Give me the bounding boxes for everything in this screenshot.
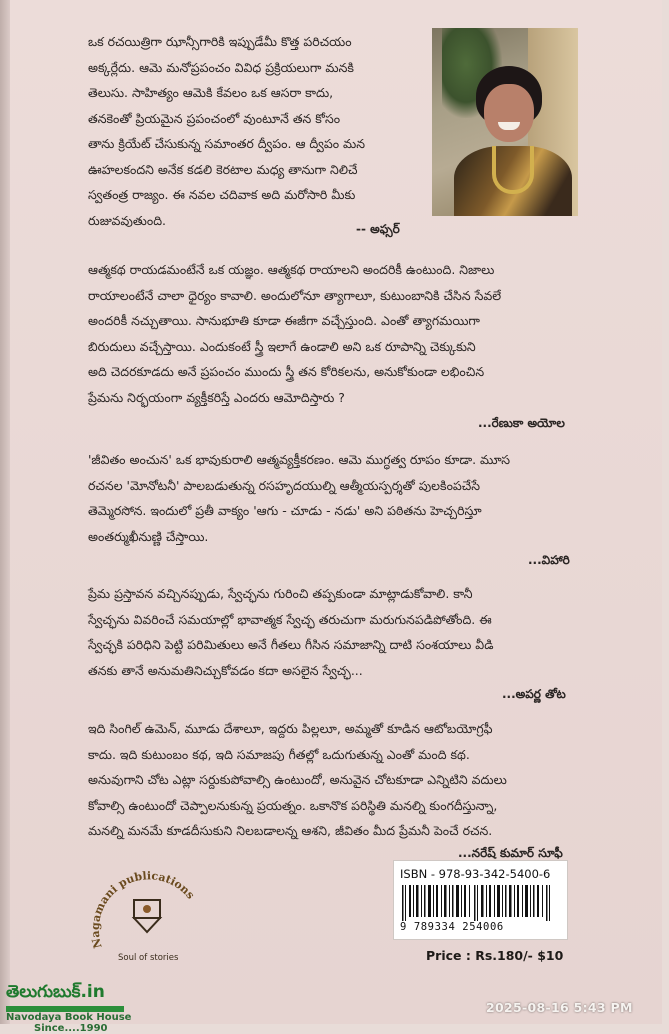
- blurb-3-line: తెమ్మెరసోన. ఇందులో ప్రతీ వాక్యం 'ఆగు - చూడు - నడు' అని పఠితను హెచ్చరిస్తూ: [88, 503, 482, 518]
- date-stamp: 2025-08-16 5:43 PM: [486, 1000, 633, 1015]
- publisher-tagline: Soul of stories: [118, 953, 179, 963]
- blurb-2-line: అందరికీ నచ్చుతాయి. సానుభూతి కూడా ఈజీగా వచ్చేస్తుంది. ఎంతో త్యాగమయిగా: [88, 313, 480, 328]
- store-subtitle: Navodaya Book House: [6, 1012, 132, 1023]
- blurb-1: [88, 29, 424, 233]
- blurb-2-author: ...రేణుకా అయోల: [478, 416, 565, 430]
- blurb-4-line: స్వేచ్ఛకి పరిధిని పెట్టి పరిమితులు అనే గీతలు గీసిన సమాజాన్ని దాటి సంశయాలు వీడి: [88, 637, 494, 652]
- blurb-4: [88, 581, 572, 683]
- store-since: Since....1990: [34, 1023, 108, 1034]
- store-watermark: [6, 982, 131, 1034]
- isbn-digits: 9 789334 254006: [400, 921, 504, 933]
- blurb-4-line: ప్రేమ ప్రస్తావన వచ్చినప్పుడు, స్వేచ్ఛను గురించి తప్పకుండా మాట్లాడుకోవాలి. కానీ: [88, 586, 473, 601]
- blurb-4-line: తనకు తానే అనుమతినిచ్చుకోవడం కదా అసలైన స్వేచ్ఛ...: [88, 662, 363, 678]
- blurb-3-author: ...విహారి: [528, 553, 570, 567]
- blurb-1-line: అక్కర్లేదు. ఆమె మనోప్రపంచం వివిధ ప్రక్రియలుగా మనకి: [88, 59, 354, 75]
- blurb-2-line: బిరుదులు వచ్చేస్తాయి. ఎందుకంటే స్త్రీ ఇలాగే ఉండాలి అని ఒక రూపాన్ని చెక్కుకుని: [88, 338, 476, 354]
- store-name: తెలుగుబుక్.in: [6, 982, 105, 1002]
- blurb-1-line: తనకెంతో ప్రియమైన ప్రపంచంలో వుంటూనే తన కోసం: [88, 110, 341, 126]
- blurb-4-line: స్వేచ్ఛను వివరించే సమయాల్లో భావాత్మక స్వేచ్ఛ తరుచుగా మరుగునపడిపోతోంది. ఈ: [88, 611, 492, 627]
- blurb-1-line: స్వతంత్ర రాజ్యం. ఈ నవల చదివాక అది మరోసారి మీకు: [88, 187, 356, 202]
- blurb-3: [88, 447, 572, 549]
- blurb-5-line: మనల్ని మనమే కూడదీసుకుని నిలబడాలన్న ఆశని, జీవితం మీద ప్రేమనీ పెంచే రచన.: [88, 823, 493, 838]
- blurb-5-line: అనువుగాని చోట ఎట్లా సర్దుకుపోవాల్సి ఉంటుందో, అనువైన చోటకూడా ఎన్నిటిని వదులు: [88, 772, 507, 787]
- publisher-name: [89, 869, 197, 949]
- blurb-1-author: -- అఫ్సర్: [356, 222, 400, 236]
- barcode-bars: [400, 885, 560, 921]
- blurb-2-line: అది చెదరకూడదు అనే ప్రపంచం ముందు స్త్రీ తన కోరికలను, అనుకోకుండా లభించిన: [88, 364, 485, 379]
- publisher-name-path: Nagamani publications: [88, 869, 198, 950]
- isbn-barcode: [393, 860, 568, 940]
- blurb-5: [88, 716, 572, 844]
- blurb-1-line: ఒక రచయిత్రిగా ఝాన్సీగారికి ఇప్పుడేమీ కొత్త పరిచయం: [88, 34, 352, 49]
- blurb-1-line: తెలుసు. సాహిత్యం ఆమెకి కేవలం ఒక ఆసరా కాదు,: [88, 85, 334, 100]
- blurb-5-line: కోవాల్సి ఉంటుందో చెప్పాలనుకున్న ప్రయత్నం. ఒకానొక పరిస్థితి మనల్ని కుంగదీస్తున్నా,: [88, 797, 498, 813]
- blurb-3-line: 'జీవితం అంచున' ఒక భావుకురాలి ఆత్మవ్యక్తీకరణం. ఆమె ముగ్ధత్వ రూపం కూడా. మూస: [88, 452, 511, 467]
- blurb-2-line: ప్రేమను నిర్భయంగా వ్యక్తీకరిస్తే ఎందరు ఆమోదిస్తారు ?: [88, 389, 345, 405]
- price-label: Price : Rs.180/- $10: [426, 948, 564, 963]
- blurb-5-line: ఇది సింగిల్ ఉమెన్, మూడు దేశాలూ, ఇద్దరు పిల్లలూ, అమ్మతో కూడిన ఆటోబయోగ్రఫీ: [88, 721, 493, 736]
- blurb-5-author: ...నరేష్ కుమార్ సూఫీ: [458, 846, 563, 860]
- blurb-3-line: అంతర్ముఖీనుణ్ణి చేస్తాయి.: [88, 528, 209, 544]
- blurb-2-line: రాయాలంటేనే చాలా ధైర్యం కావాలి. అందులోనూ త్యాగాలూ, కుటుంబానికి చేసిన సేవలే: [88, 287, 502, 303]
- blurb-1-line: రుజువవుతుంది.: [88, 212, 166, 228]
- isbn-label: ISBN - 978-93-342-5400-6: [400, 867, 551, 881]
- blurb-2-line: ఆత్మకథ రాయడమంటేనే ఒక యజ్ఞం. ఆత్మకథ రాయాలని అందరికీ ఉంటుంది. నిజాలు: [88, 262, 495, 277]
- blurb-4-author: ...అపర్ణ తోట: [502, 687, 566, 701]
- blurb-1-line: ఊహలకందని అనేక కడలి కెరటాల మధ్య తానుగా నిలిచే: [88, 161, 358, 177]
- blurb-2: [88, 257, 572, 410]
- author-photo: [432, 28, 578, 216]
- blurb-5-line: కాదు. ఇది కుటుంబం కథ, ఇది సమాజపు గీతల్లో ఒదుగుతున్న ఎంతో మంది కథ.: [88, 746, 470, 762]
- publisher-emblem: [134, 900, 160, 932]
- publisher-logo: [84, 852, 214, 972]
- blurb-1-line: తాను క్రియేట్ చేసుకున్న సమాంతర ద్వీపం. ఆ ద్వీపం మన: [88, 136, 366, 151]
- blurb-3-line: రచనల 'మోనోటనీ' పాలబడుతున్న రసహృదయుల్ని ఆత్మీయస్పర్శతో పులకింపచేసే: [88, 477, 481, 493]
